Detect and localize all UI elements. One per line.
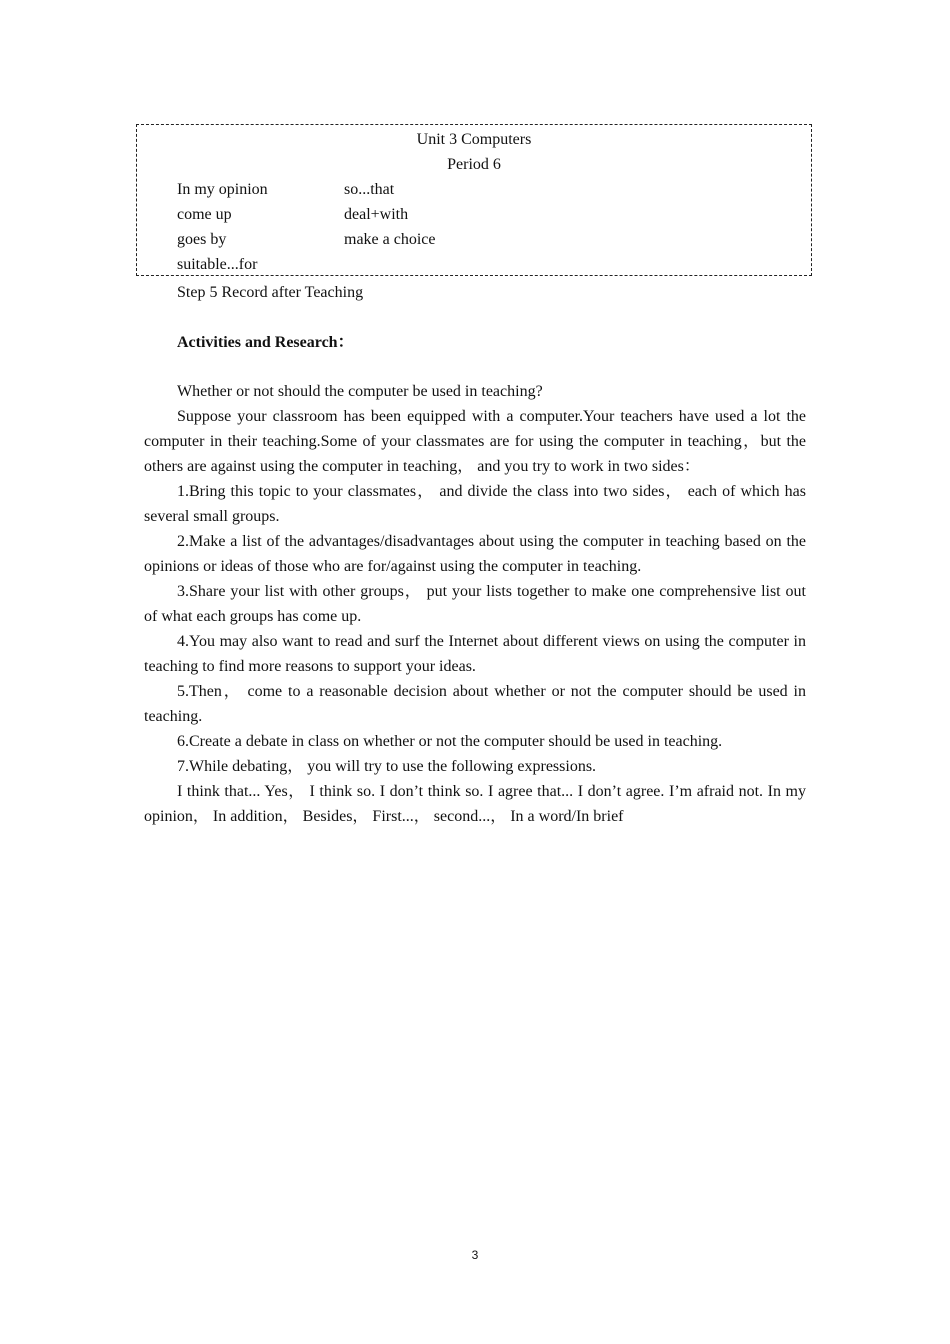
phrase-item: make a choice xyxy=(344,231,436,248)
vocabulary-box xyxy=(136,124,812,276)
question: Whether or not should the computer be used in teaching? xyxy=(177,383,543,400)
paragraph: 4.You may also want to read and surf the Internet about different views on using the computer in teaching to find more reasons to support your ideas. xyxy=(144,633,806,675)
paragraph: 6.Create a debate in class on whether or not the computer should be used in teaching. xyxy=(177,733,723,750)
unit-title: Unit 3 Computers xyxy=(416,131,532,148)
section-heading: Activities and Research： xyxy=(177,334,354,351)
document-body xyxy=(144,280,806,829)
page-number: 3 xyxy=(471,1248,479,1262)
paragraph: 1.Bring this topic to your classmates， and divide the class into two sides， each of which has several small groups. xyxy=(144,483,806,525)
phrase-item: come up xyxy=(177,206,232,223)
paragraph: 5.Then， come to a reasonable decision about whether or not the computer should be used in teaching. xyxy=(144,683,806,725)
step-title: Step 5 Record after Teaching xyxy=(177,284,364,301)
paragraph: 3.Share your list with other groups， put your lists together to make one comprehensive list out of what each groups has come up. xyxy=(144,583,806,625)
period-title: Period 6 xyxy=(447,156,501,173)
phrase-item: suitable...for xyxy=(177,256,258,273)
phrase-item: In my opinion xyxy=(177,181,268,198)
paragraph: I think that... Yes， I think so. I don’t think so. I agree that... I don’t agree. I’m afraid not. In my opinion， In addition， Besides， First...， second...， In a word/In brief xyxy=(144,783,807,825)
paragraph: Suppose your classroom has been equipped with a computer.Your teachers have used a lot the computer in their teaching.Some of your classmates are for using the computer in teaching，but the others are against using the computer in teaching， and you try to work in two sides： xyxy=(144,408,806,475)
phrase-item: deal+with xyxy=(344,206,409,223)
phrase-item: so...that xyxy=(344,181,395,198)
phrase-item: goes by xyxy=(177,231,227,248)
paragraph: 7.While debating， you will try to use the following expressions. xyxy=(177,758,597,775)
paragraph: 2.Make a list of the advantages/disadvantages about using the computer in teaching based on the opinions or ideas of those who are for/against using the computer in teaching. xyxy=(144,533,806,575)
